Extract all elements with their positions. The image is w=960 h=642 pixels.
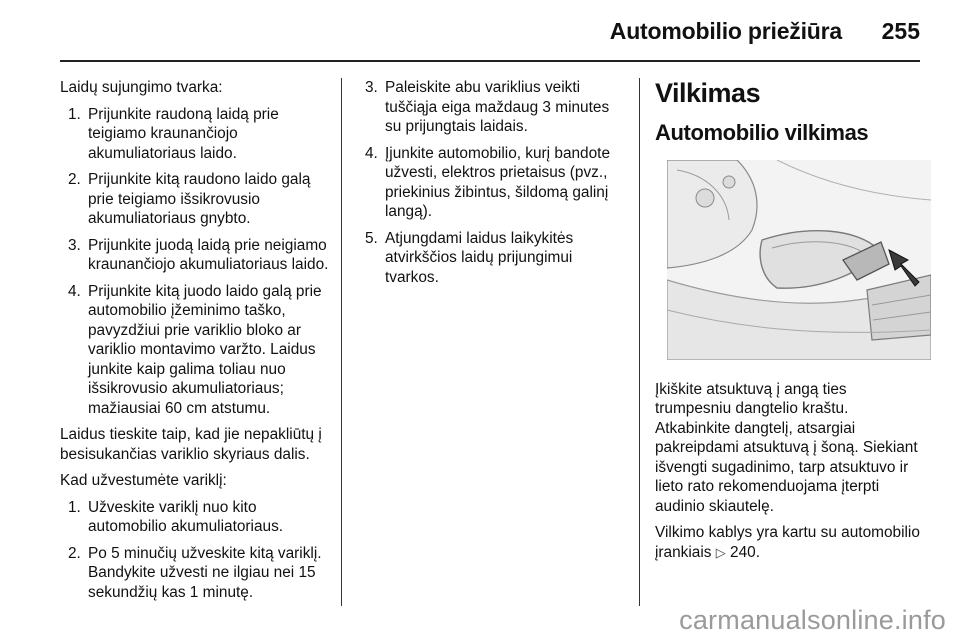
towing-instructions: Įkiškite atsuktuvą į angą ties trumpesniu dangtelio kraštu. Atkabinkite dangtelį, atsargiai pakreipdami atsuktuvą į šoną. Siekiant išvengti sugadinimo, tarp atsuktuvo ir lieto rato rekomenduojama įterpti audinio skiautelę.: [655, 380, 918, 515]
header-title: Automobilio priežiūra: [609, 18, 842, 44]
column-left: [60, 78, 332, 609]
watermark: carmanualsonline.info: [679, 605, 946, 635]
section-subheading: Automobilio vilkimas: [655, 120, 869, 145]
towing-eye-location-text: Vilkimo kablys yra kartu su automobilio įrankiais: [655, 524, 920, 561]
step-number: 4.: [68, 282, 81, 300]
engine-start-steps-list: [60, 498, 332, 603]
list-item: [60, 544, 332, 603]
towing-eye-location: [655, 523, 923, 562]
section-heading: Vilkimas: [655, 78, 761, 108]
list-item: [60, 105, 332, 164]
step-text: Atjungdami laidus laikykitės atvirkščios laidų prijungimui tvarkos.: [385, 229, 574, 286]
step-number: 3.: [68, 236, 81, 254]
list-item: [60, 498, 332, 537]
header-rule: [60, 60, 920, 62]
step-text: Prijunkite juodą laidą prie neigiamo kraunančiojo akumuliatoriaus laido.: [88, 236, 329, 273]
continued-steps-list: [355, 78, 627, 287]
page-number: 255: [881, 18, 920, 44]
connection-steps-list: [60, 105, 332, 419]
list-item: [355, 78, 627, 137]
column-divider-left: [341, 78, 342, 606]
step-number: 2.: [68, 171, 81, 188]
step-number: 4.: [365, 144, 378, 162]
step-text: Prijunkite kitą juodo laido galą prie automobilio įžeminimo taško, pavyzdžiui prie variklio bloko ar variklio montavimo varžto. Laidus junkite kaip galima toliau nuo išsikrovusio akumuliatoriaus; mažiausiai 60 cm atstumu.: [88, 282, 322, 417]
step-text: Paleiskite abu variklius veikti tuščiąja eiga maždaug 3 minutes su prijungtais laidais.: [385, 79, 610, 135]
step-number: 5.: [365, 229, 378, 247]
page-reference: 240.: [730, 543, 760, 561]
connection-order-intro: Laidų sujungimo tvarka:: [60, 79, 223, 96]
step-text: Po 5 minučių užveskite kitą variklį. Bandykite užvesti ne ilgiau nei 15 sekundžių kas 1 minutę.: [88, 544, 322, 601]
step-text: Užveskite variklį nuo kito automobilio akumuliatoriaus.: [88, 498, 284, 535]
arrow-reference-icon: ▷: [715, 544, 726, 560]
step-number: 1.: [68, 498, 81, 516]
column-right: [655, 78, 923, 569]
column-middle: [355, 78, 627, 294]
list-item: [60, 236, 332, 275]
cable-routing-note: Laidus tieskite taip, kad jie nepakliūtų į besisukančias variklio skyriaus dalis.: [60, 426, 322, 463]
step-number: 2.: [68, 544, 81, 562]
list-item: [60, 170, 332, 229]
step-number: 1.: [68, 105, 81, 123]
step-number: 3.: [365, 79, 378, 96]
list-item: [355, 229, 627, 288]
column-divider-right: [639, 78, 640, 606]
step-text: Prijunkite kitą raudono laido galą prie teigiamo išsikrovusio akumuliatoriaus gnybto.: [88, 171, 311, 227]
list-item: [60, 282, 332, 419]
engine-start-intro: Kad užvestumėte variklį:: [60, 472, 227, 489]
step-text: Prijunkite raudoną laidą prie teigiamo kraunančiojo akumuliatoriaus laido.: [88, 105, 279, 162]
towing-eye-cover-illustration: [667, 160, 931, 360]
step-text: Įjunkite automobilio, kurį bandote užvesti, elektros prietaisus (pvz., priekinius žibintus, šildomą galinį langą).: [385, 144, 611, 220]
list-item: [355, 144, 627, 222]
